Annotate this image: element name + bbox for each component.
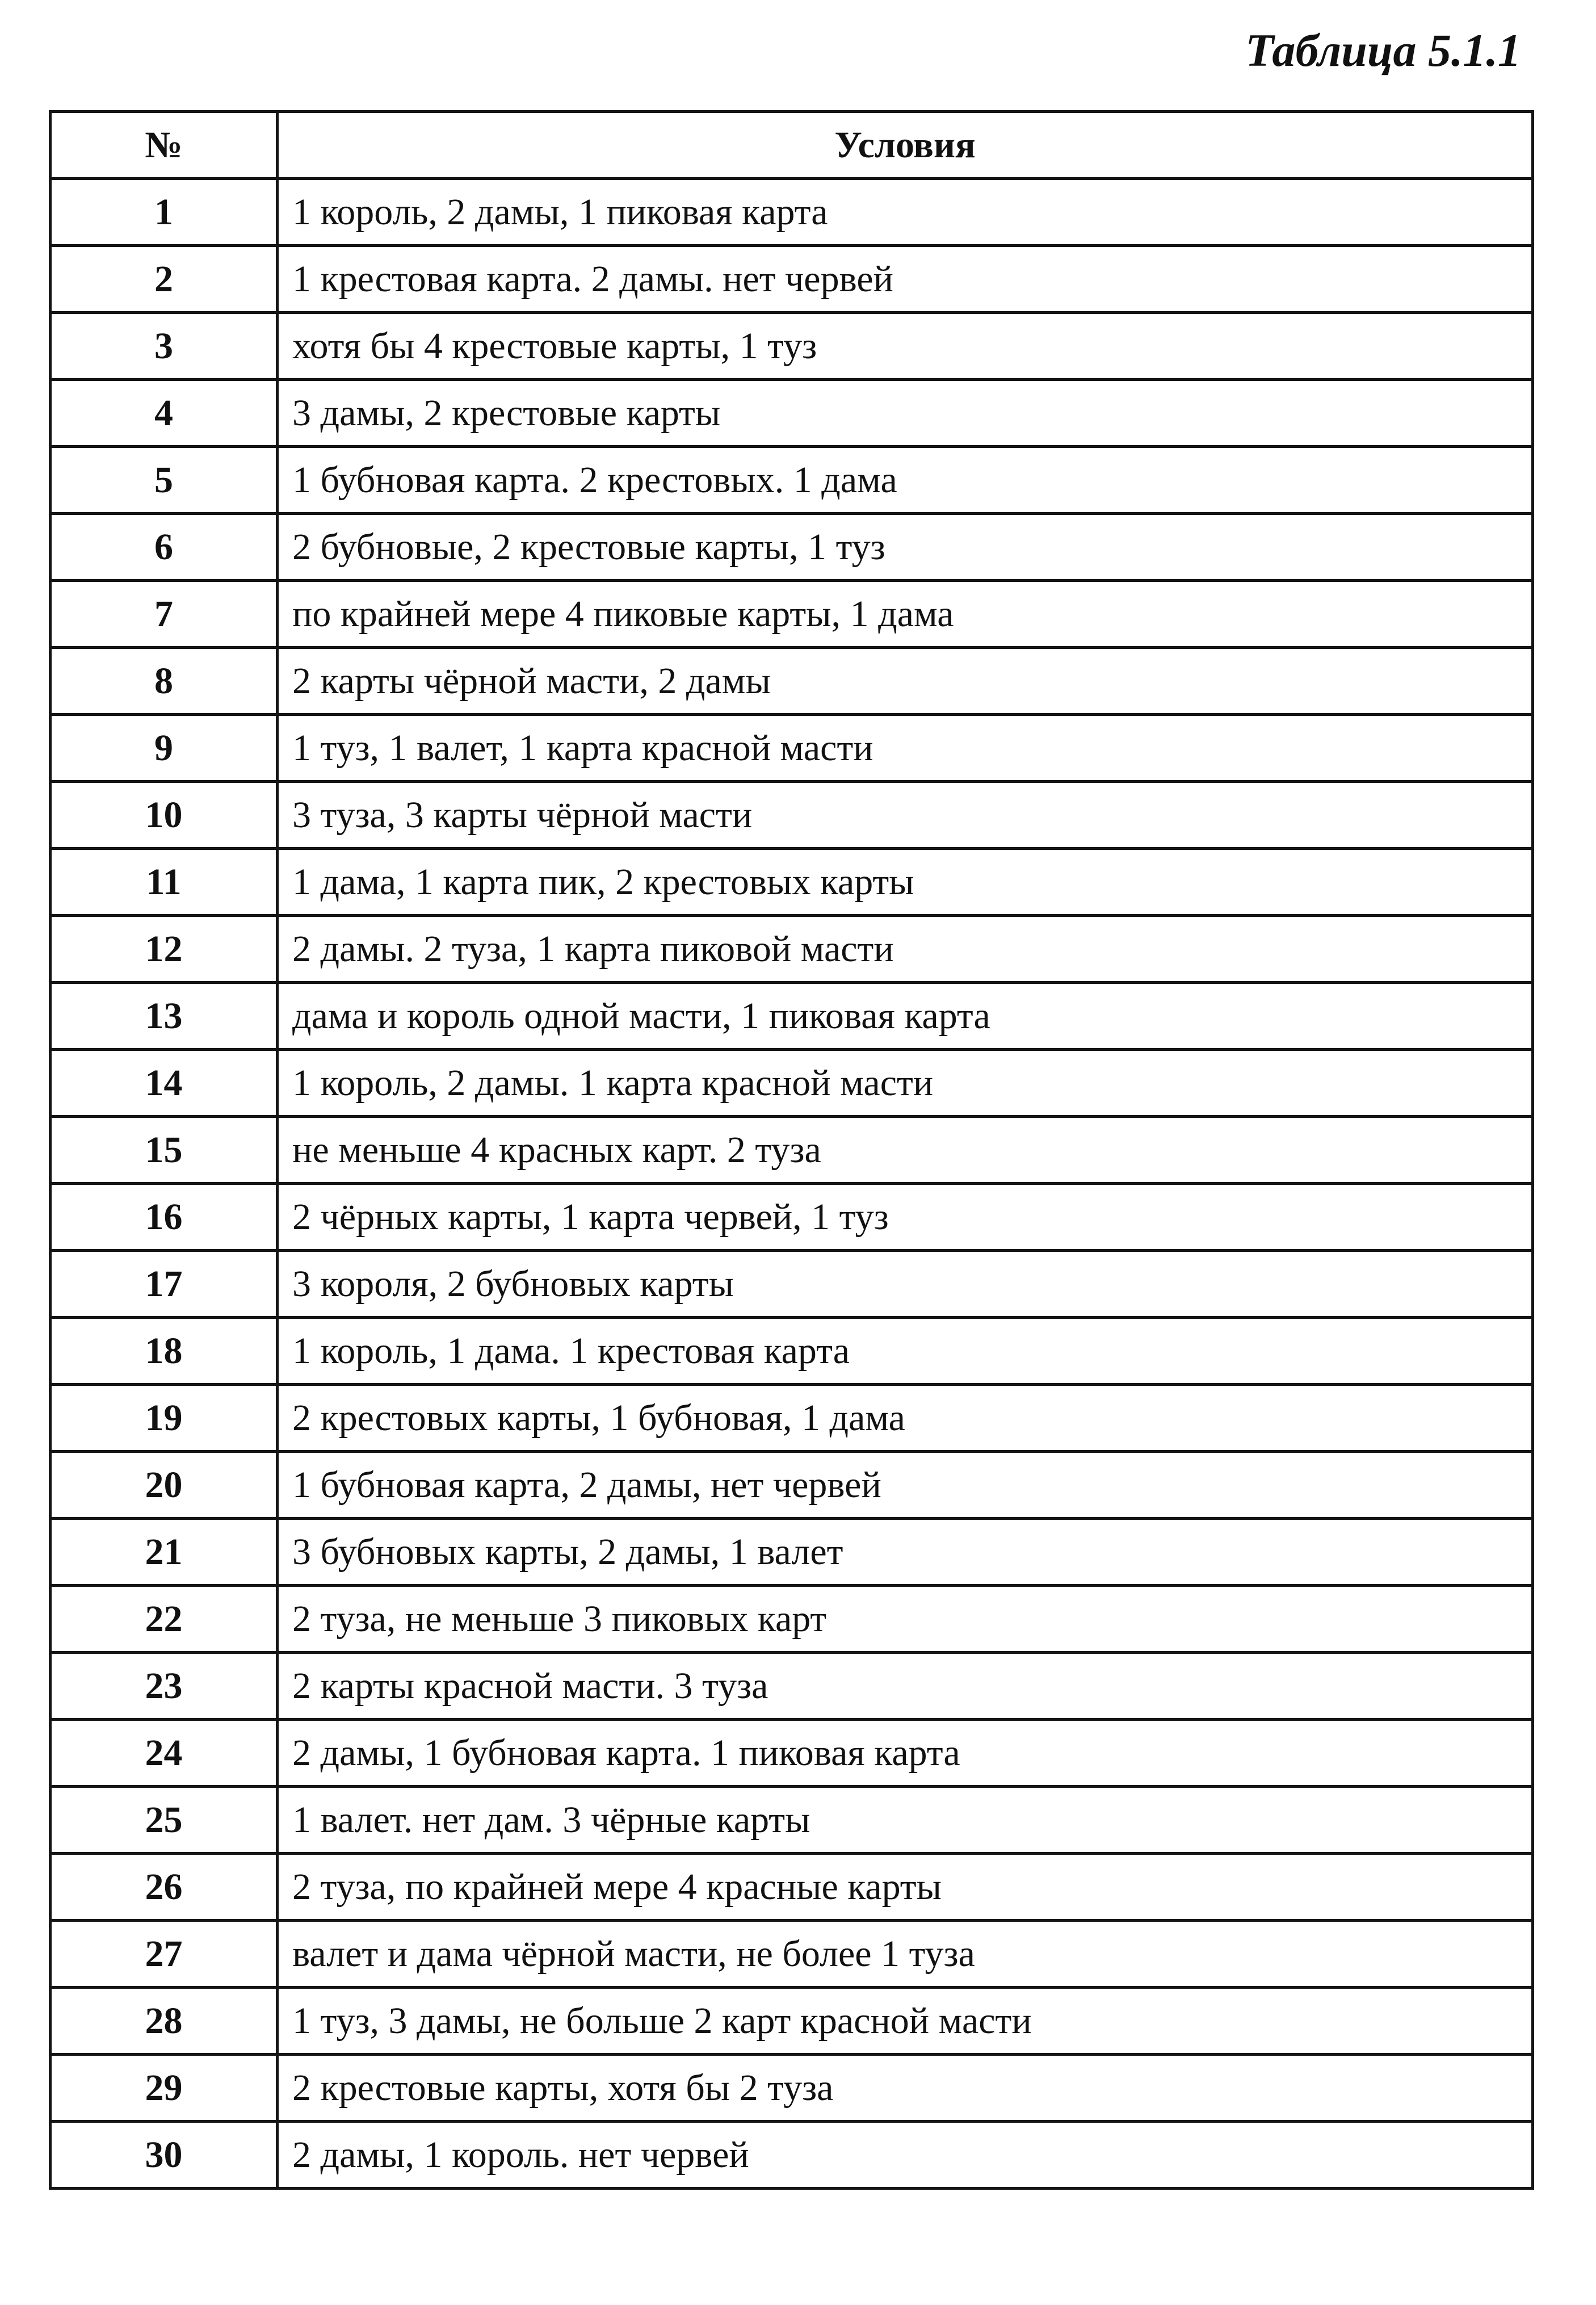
table-row: [51, 514, 1533, 581]
row-number-cell: 5: [51, 447, 278, 514]
row-conditions-cell: не меньше 4 красных карт. 2 туза: [278, 1117, 1533, 1184]
row-conditions-cell: 1 валет. нет дам. 3 чёрные карты: [278, 1787, 1533, 1854]
row-conditions-cell: 3 короля, 2 бубновых карты: [278, 1251, 1533, 1318]
row-conditions-cell: 2 туза, не меньше 3 пиковых карт: [278, 1586, 1533, 1653]
row-number-cell: 19: [51, 1385, 278, 1452]
table-row: [51, 782, 1533, 849]
table-row: [51, 1251, 1533, 1318]
row-conditions-cell: 3 туза, 3 карты чёрной масти: [278, 782, 1533, 849]
row-number-cell: 20: [51, 1452, 278, 1519]
table-caption: Таблица 5.1.1: [1245, 24, 1521, 76]
row-number-cell: 7: [51, 581, 278, 648]
table-row: [51, 648, 1533, 715]
table-row: [51, 1854, 1533, 1921]
row-number-cell: 17: [51, 1251, 278, 1318]
table-header-row: [51, 112, 1533, 179]
row-conditions-cell: 2 карты чёрной масти, 2 дамы: [278, 648, 1533, 715]
row-conditions-cell: 2 чёрных карты, 1 карта червей, 1 туз: [278, 1184, 1533, 1251]
table-row: [51, 849, 1533, 916]
row-number-cell: 14: [51, 1050, 278, 1117]
row-conditions-cell: 3 дамы, 2 крестовые карты: [278, 380, 1533, 447]
row-number-cell: 16: [51, 1184, 278, 1251]
row-number-cell: 1: [51, 179, 278, 246]
row-conditions-cell: 1 туз, 3 дамы, не больше 2 карт красной масти: [278, 1988, 1533, 2055]
row-conditions-cell: дама и король одной масти, 1 пиковая карта: [278, 983, 1533, 1050]
row-conditions-cell: по крайней мере 4 пиковые карты, 1 дама: [278, 581, 1533, 648]
conditions-table: [49, 110, 1534, 2190]
table-row: [51, 2122, 1533, 2189]
row-conditions-cell: 2 карты красной масти. 3 туза: [278, 1653, 1533, 1720]
table-row: [51, 1519, 1533, 1586]
table-row: [51, 1586, 1533, 1653]
table-row: [51, 447, 1533, 514]
table-row: [51, 1452, 1533, 1519]
row-number-cell: 3: [51, 313, 278, 380]
table-row: [51, 1050, 1533, 1117]
row-conditions-cell: 2 дамы, 1 бубновая карта. 1 пиковая карта: [278, 1720, 1533, 1787]
row-conditions-cell: 1 король, 2 дамы, 1 пиковая карта: [278, 179, 1533, 246]
row-number-cell: 15: [51, 1117, 278, 1184]
table-row: [51, 246, 1533, 313]
row-conditions-cell: 2 крестовые карты, хотя бы 2 туза: [278, 2055, 1533, 2122]
row-number-cell: 18: [51, 1318, 278, 1385]
table-row: [51, 380, 1533, 447]
row-number-cell: 25: [51, 1787, 278, 1854]
conditions-table-container: [49, 110, 1531, 2190]
table-row: [51, 1988, 1533, 2055]
table-row: [51, 1184, 1533, 1251]
row-number-cell: 21: [51, 1519, 278, 1586]
table-row: [51, 1653, 1533, 1720]
table-row: [51, 1787, 1533, 1854]
row-number-cell: 12: [51, 916, 278, 983]
row-number-cell: 11: [51, 849, 278, 916]
row-conditions-cell: 2 туза, по крайней мере 4 красные карты: [278, 1854, 1533, 1921]
table-row: [51, 715, 1533, 782]
row-number-cell: 9: [51, 715, 278, 782]
row-number-cell: 23: [51, 1653, 278, 1720]
row-conditions-cell: 1 бубновая карта. 2 крестовых. 1 дама: [278, 447, 1533, 514]
row-conditions-cell: 2 дамы, 1 король. нет червей: [278, 2122, 1533, 2189]
row-number-cell: 13: [51, 983, 278, 1050]
table-row: [51, 1318, 1533, 1385]
row-number-cell: 10: [51, 782, 278, 849]
row-conditions-cell: 1 король, 1 дама. 1 крестовая карта: [278, 1318, 1533, 1385]
row-conditions-cell: 1 туз, 1 валет, 1 карта красной масти: [278, 715, 1533, 782]
row-number-cell: 26: [51, 1854, 278, 1921]
table-row: [51, 179, 1533, 246]
row-number-cell: 2: [51, 246, 278, 313]
row-number-cell: 22: [51, 1586, 278, 1653]
row-number-cell: 4: [51, 380, 278, 447]
row-conditions-cell: 2 дамы. 2 туза, 1 карта пиковой масти: [278, 916, 1533, 983]
table-body: [51, 179, 1533, 2189]
table-row: [51, 1117, 1533, 1184]
row-conditions-cell: 1 дама, 1 карта пик, 2 крестовых карты: [278, 849, 1533, 916]
row-conditions-cell: 3 бубновых карты, 2 дамы, 1 валет: [278, 1519, 1533, 1586]
table-row: [51, 916, 1533, 983]
table-row: [51, 313, 1533, 380]
row-number-cell: 29: [51, 2055, 278, 2122]
table-row: [51, 983, 1533, 1050]
row-conditions-cell: 1 крестовая карта. 2 дамы. нет червей: [278, 246, 1533, 313]
column-header-conditions: Условия: [278, 112, 1533, 179]
row-number-cell: 27: [51, 1921, 278, 1988]
table-row: [51, 581, 1533, 648]
table-row: [51, 1921, 1533, 1988]
row-conditions-cell: 1 король, 2 дамы. 1 карта красной масти: [278, 1050, 1533, 1117]
row-number-cell: 24: [51, 1720, 278, 1787]
row-conditions-cell: 2 бубновые, 2 крестовые карты, 1 туз: [278, 514, 1533, 581]
row-conditions-cell: хотя бы 4 крестовые карты, 1 туз: [278, 313, 1533, 380]
row-number-cell: 8: [51, 648, 278, 715]
row-conditions-cell: 2 крестовых карты, 1 бубновая, 1 дама: [278, 1385, 1533, 1452]
row-number-cell: 6: [51, 514, 278, 581]
row-conditions-cell: 1 бубновая карта, 2 дамы, нет червей: [278, 1452, 1533, 1519]
table-row: [51, 1720, 1533, 1787]
row-number-cell: 30: [51, 2122, 278, 2189]
column-header-number: №: [51, 112, 278, 179]
row-number-cell: 28: [51, 1988, 278, 2055]
table-row: [51, 1385, 1533, 1452]
table-row: [51, 2055, 1533, 2122]
row-conditions-cell: валет и дама чёрной масти, не более 1 туза: [278, 1921, 1533, 1988]
